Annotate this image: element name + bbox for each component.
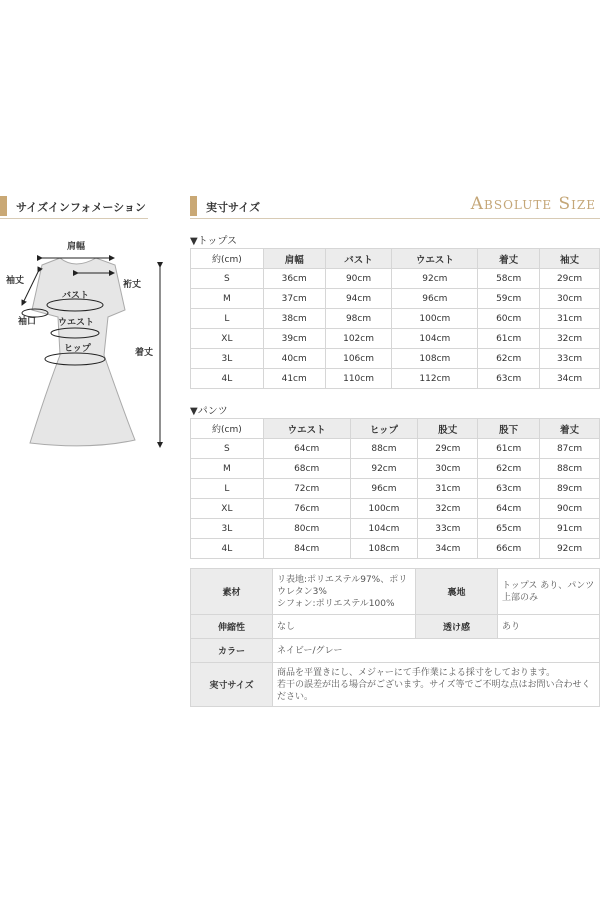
table-row bbox=[191, 329, 600, 349]
pants-size-table bbox=[190, 418, 600, 559]
size-cell: 106cm bbox=[325, 349, 392, 369]
column-header: 肩幅 bbox=[263, 249, 325, 269]
lining-value: トップス あり、パンツ 上部のみ bbox=[498, 569, 600, 615]
section-title: サイズインフォメーション bbox=[16, 201, 146, 214]
absolute-size-header bbox=[190, 196, 600, 219]
label-bust: バスト bbox=[62, 291, 90, 301]
tops-size-table bbox=[190, 248, 600, 389]
size-cell: 59cm bbox=[478, 289, 540, 309]
dress-measurement-diagram bbox=[0, 225, 190, 465]
size-cell: 88cm bbox=[540, 459, 600, 479]
size-cell: 104cm bbox=[350, 519, 418, 539]
label-yuki: 裄丈 bbox=[123, 280, 142, 290]
column-header: ヒップ bbox=[350, 419, 418, 439]
size-label: L bbox=[191, 479, 264, 499]
size-cell: 92cm bbox=[350, 459, 418, 479]
size-cell: 92cm bbox=[540, 539, 600, 559]
size-cell: 104cm bbox=[392, 329, 478, 349]
size-cell: 33cm bbox=[418, 519, 478, 539]
size-cell: 96cm bbox=[392, 289, 478, 309]
size-information-header bbox=[0, 196, 148, 219]
label-length: 着丈 bbox=[135, 348, 154, 358]
stretch-label: 伸縮性 bbox=[191, 615, 273, 639]
size-cell: 41cm bbox=[263, 369, 325, 389]
table-row bbox=[191, 309, 600, 329]
tops-label: ▼トップス bbox=[190, 236, 237, 247]
size-cell: 92cm bbox=[392, 269, 478, 289]
size-cell: 91cm bbox=[540, 519, 600, 539]
sheer-label: 透け感 bbox=[416, 615, 498, 639]
size-cell: 88cm bbox=[350, 439, 418, 459]
lining-label: 裏地 bbox=[416, 569, 498, 615]
size-cell: 64cm bbox=[263, 439, 350, 459]
size-cell: 36cm bbox=[263, 269, 325, 289]
size-cell: 64cm bbox=[478, 499, 540, 519]
stretch-value: なし bbox=[273, 615, 416, 639]
size-note-line: 若干の誤差が出る場合がございます。サイズ等でご不明な点はお問い合わせください。 bbox=[277, 679, 591, 702]
sheer-value: あり bbox=[498, 615, 600, 639]
label-waist: ウエスト bbox=[58, 318, 95, 328]
column-header: 股丈 bbox=[418, 419, 478, 439]
column-header: ウエスト bbox=[263, 419, 350, 439]
size-cell: 58cm bbox=[478, 269, 540, 289]
size-cell: 108cm bbox=[350, 539, 418, 559]
size-cell: 108cm bbox=[392, 349, 478, 369]
column-header: バスト bbox=[325, 249, 392, 269]
size-cell: 40cm bbox=[263, 349, 325, 369]
size-note-line: 商品を平置きにし、メジャーにて手作業による採寸をしております。 bbox=[277, 667, 556, 678]
size-cell: 61cm bbox=[478, 329, 540, 349]
size-note-value bbox=[273, 663, 600, 707]
table-row bbox=[191, 369, 600, 389]
table-row bbox=[191, 479, 600, 499]
material-line: リ表地:ポリエステル97%、ポリウレタン3% bbox=[277, 574, 408, 597]
size-cell: 31cm bbox=[540, 309, 600, 329]
size-cell: 33cm bbox=[540, 349, 600, 369]
size-cell: 98cm bbox=[325, 309, 392, 329]
size-label: M bbox=[191, 289, 264, 309]
label-shoulder: 肩幅 bbox=[67, 242, 86, 252]
size-cell: 110cm bbox=[325, 369, 392, 389]
table-row bbox=[191, 349, 600, 369]
label-hip: ヒップ bbox=[64, 344, 91, 354]
size-cell: 37cm bbox=[263, 289, 325, 309]
column-header: 約(cm) bbox=[191, 249, 264, 269]
size-label: 3L bbox=[191, 349, 264, 369]
pants-label: ▼パンツ bbox=[190, 406, 228, 417]
size-cell: 32cm bbox=[418, 499, 478, 519]
table-row bbox=[191, 539, 600, 559]
color-value: ネイビー/グレー bbox=[273, 639, 600, 663]
color-label: カラー bbox=[191, 639, 273, 663]
label-cuff: 袖口 bbox=[18, 317, 37, 327]
size-label: L bbox=[191, 309, 264, 329]
column-header: 着丈 bbox=[478, 249, 540, 269]
table-row bbox=[191, 269, 600, 289]
column-header: 約(cm) bbox=[191, 419, 264, 439]
size-label: 3L bbox=[191, 519, 264, 539]
size-cell: 34cm bbox=[418, 539, 478, 559]
size-cell: 100cm bbox=[350, 499, 418, 519]
size-cell: 66cm bbox=[478, 539, 540, 559]
section-title: 実寸サイズ bbox=[206, 201, 261, 214]
size-cell: 32cm bbox=[540, 329, 600, 349]
size-cell: 72cm bbox=[263, 479, 350, 499]
size-label: S bbox=[191, 269, 264, 289]
size-cell: 80cm bbox=[263, 519, 350, 539]
size-cell: 63cm bbox=[478, 369, 540, 389]
size-cell: 61cm bbox=[478, 439, 540, 459]
table-row bbox=[191, 289, 600, 309]
size-cell: 90cm bbox=[325, 269, 392, 289]
size-cell: 102cm bbox=[325, 329, 392, 349]
material-value bbox=[273, 569, 416, 615]
table-row bbox=[191, 519, 600, 539]
absolute-size-title: Absolute Size bbox=[470, 194, 596, 214]
size-label: 4L bbox=[191, 369, 264, 389]
size-cell: 60cm bbox=[478, 309, 540, 329]
column-header: 袖丈 bbox=[540, 249, 600, 269]
size-cell: 62cm bbox=[478, 459, 540, 479]
size-label: XL bbox=[191, 329, 264, 349]
column-header: ウエスト bbox=[392, 249, 478, 269]
size-cell: 29cm bbox=[418, 439, 478, 459]
size-cell: 87cm bbox=[540, 439, 600, 459]
size-cell: 39cm bbox=[263, 329, 325, 349]
size-cell: 31cm bbox=[418, 479, 478, 499]
size-cell: 63cm bbox=[478, 479, 540, 499]
table-row bbox=[191, 499, 600, 519]
size-cell: 38cm bbox=[263, 309, 325, 329]
size-cell: 29cm bbox=[540, 269, 600, 289]
size-cell: 68cm bbox=[263, 459, 350, 479]
product-info-table bbox=[190, 568, 600, 707]
table-row bbox=[191, 439, 600, 459]
column-header: 股下 bbox=[478, 419, 540, 439]
size-cell: 112cm bbox=[392, 369, 478, 389]
size-cell: 30cm bbox=[540, 289, 600, 309]
size-cell: 65cm bbox=[478, 519, 540, 539]
material-line: シフォン:ポリエステル100% bbox=[277, 598, 395, 609]
column-header: 着丈 bbox=[540, 419, 600, 439]
size-cell: 96cm bbox=[350, 479, 418, 499]
size-cell: 62cm bbox=[478, 349, 540, 369]
size-label: M bbox=[191, 459, 264, 479]
size-cell: 30cm bbox=[418, 459, 478, 479]
size-cell: 94cm bbox=[325, 289, 392, 309]
size-cell: 89cm bbox=[540, 479, 600, 499]
size-label: 4L bbox=[191, 539, 264, 559]
label-sleeve: 袖丈 bbox=[6, 276, 25, 286]
table-row bbox=[191, 459, 600, 479]
material-label: 素材 bbox=[191, 569, 273, 615]
size-cell: 76cm bbox=[263, 499, 350, 519]
size-note-label: 実寸サイズ bbox=[191, 663, 273, 707]
size-cell: 90cm bbox=[540, 499, 600, 519]
size-cell: 34cm bbox=[540, 369, 600, 389]
size-label: XL bbox=[191, 499, 264, 519]
size-cell: 100cm bbox=[392, 309, 478, 329]
size-label: S bbox=[191, 439, 264, 459]
size-cell: 84cm bbox=[263, 539, 350, 559]
